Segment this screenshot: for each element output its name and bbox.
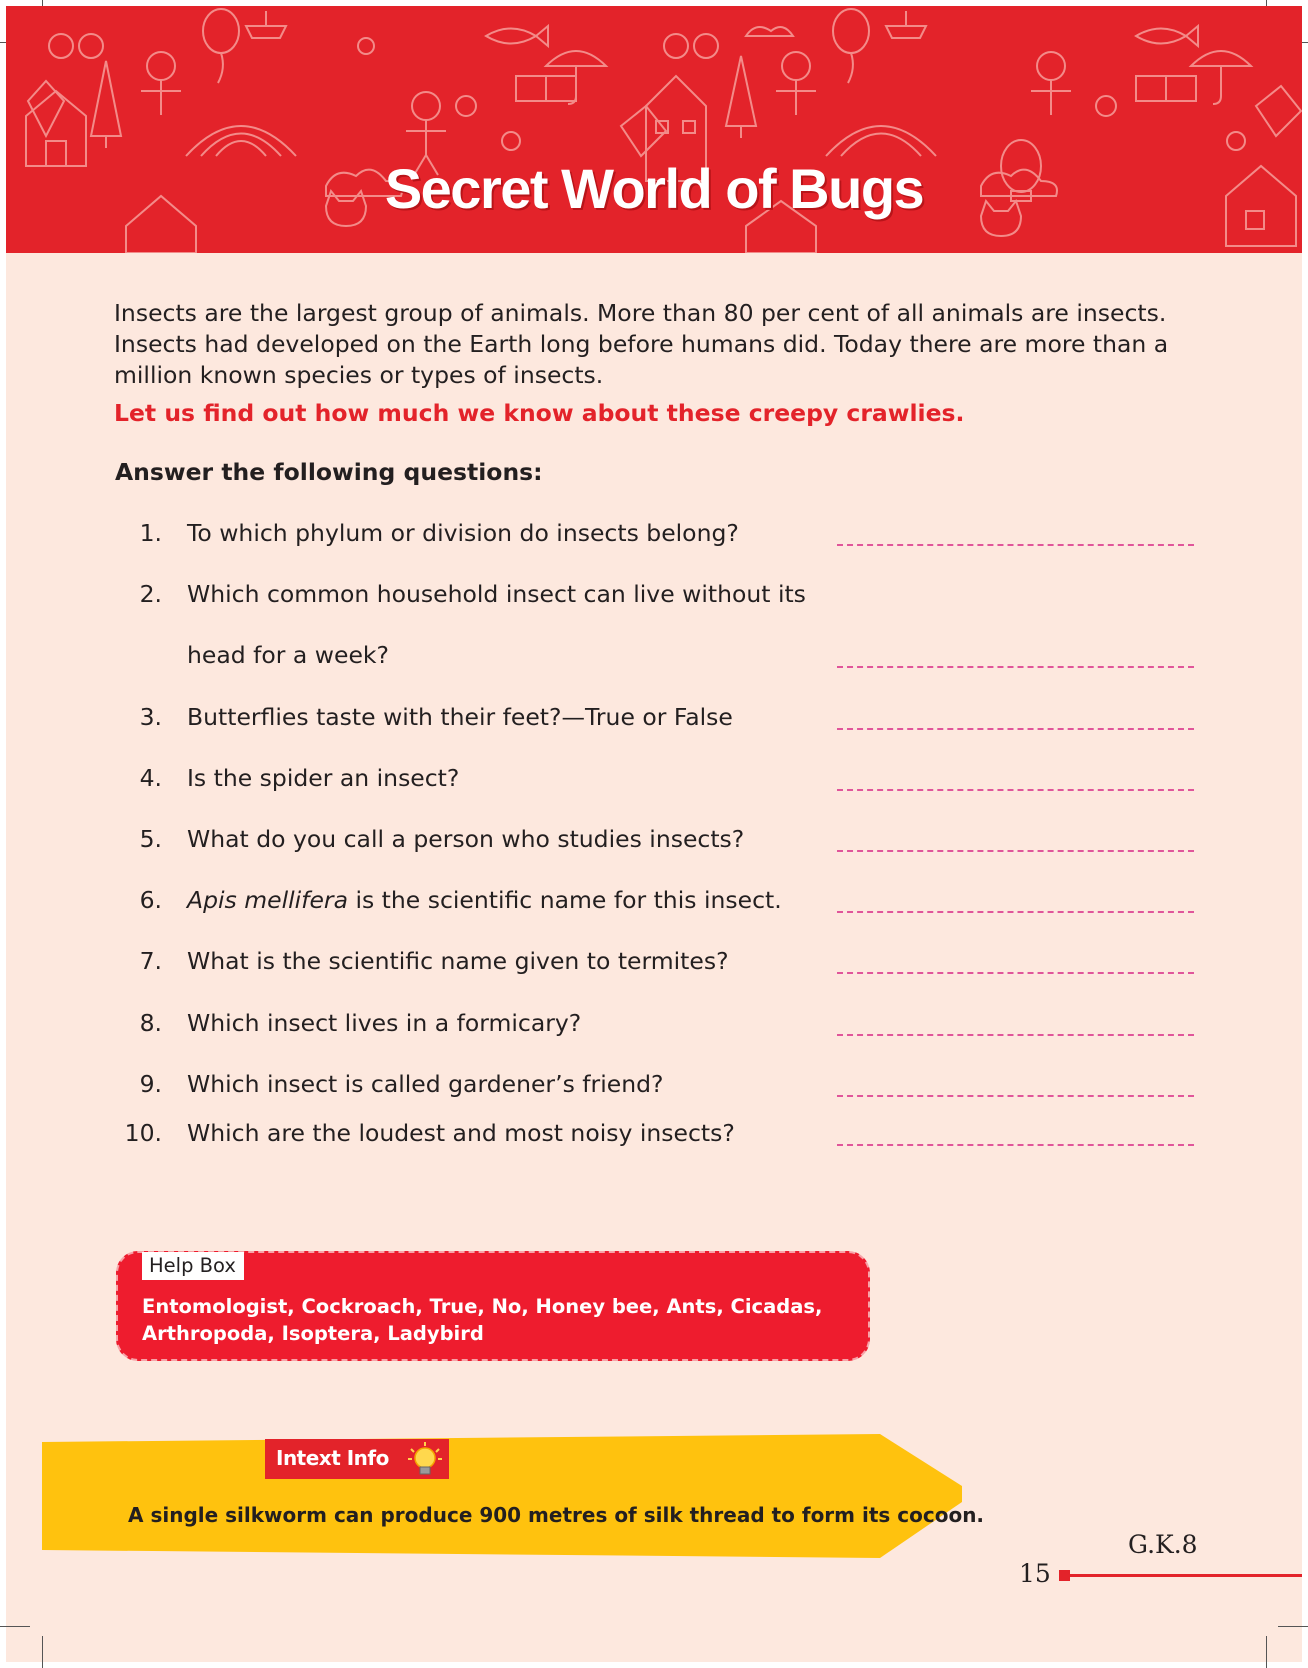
answer-line[interactable] [837, 1095, 1194, 1097]
intext-info-fact: A single silkworm can produce 900 metres of silk thread to form its cocoon. [128, 1503, 985, 1527]
question-number: 2. [139, 580, 162, 608]
questions-heading: Answer the following questions: [115, 458, 543, 486]
question-text: Which insect is called gardener’s friend? [187, 1070, 664, 1098]
scientific-name: Apis mellifera [187, 886, 348, 914]
answer-line[interactable] [837, 972, 1194, 974]
question-number: 6. [139, 886, 162, 914]
page-number: 15 [1019, 1559, 1051, 1588]
help-box-label: Help Box [142, 1252, 244, 1280]
crop-mark [0, 1626, 30, 1627]
question-text: Which insect lives in a formicary? [187, 1009, 582, 1037]
question-text: What is the scientific name given to termites? [187, 947, 729, 975]
question-text [187, 886, 807, 914]
question-text-rest: is the scientific name for this insect. [347, 886, 782, 914]
answer-line[interactable] [837, 789, 1194, 791]
question-number: 10. [124, 1119, 162, 1147]
question-text: Which are the loudest and most noisy insects? [187, 1119, 735, 1147]
answer-line[interactable] [837, 911, 1194, 913]
question-text: What do you call a person who studies insects? [187, 825, 745, 853]
crop-mark [1266, 1636, 1267, 1668]
question-number: 5. [139, 825, 162, 853]
footer-rule [1068, 1574, 1302, 1577]
answer-line[interactable] [837, 728, 1194, 730]
intext-info-tag [265, 1439, 449, 1479]
answer-line[interactable] [837, 850, 1194, 852]
help-box [116, 1251, 870, 1361]
question-text: To which phylum or division do insects belong? [187, 519, 739, 547]
answer-line[interactable] [837, 544, 1194, 546]
question-number: 3. [139, 703, 162, 731]
intro-paragraph: Insects are the largest group of animals. More than 80 per cent of all animals are insects. Insects had developed on the Earth long before humans did. Today there are more than a million known species or types of insects. [114, 299, 1169, 389]
crop-mark [42, 1636, 43, 1668]
question-number: 4. [139, 764, 162, 792]
answer-line[interactable] [837, 666, 1194, 668]
page-title: Secret World of Bugs [384, 157, 924, 220]
crop-mark [1278, 1626, 1308, 1627]
intext-info-label: Intext Info [276, 1446, 389, 1470]
question-number: 8. [139, 1009, 162, 1037]
question-text: Butterflies taste with their feet?—True or False [187, 703, 733, 731]
question-number: 9. [139, 1070, 162, 1098]
lead-sentence: Let us find out how much we know about these creepy crawlies. [114, 399, 965, 427]
title-banner [6, 6, 1302, 253]
question-number: 1. [139, 519, 162, 547]
lightbulb-icon [407, 1441, 443, 1477]
question-number: 7. [139, 947, 162, 975]
question-text-continued: head for a week? [187, 641, 390, 669]
intext-info-arrow [42, 1434, 962, 1562]
answer-line[interactable] [837, 1144, 1194, 1146]
book-label: G.K.8 [1128, 1530, 1198, 1559]
answer-line[interactable] [837, 1034, 1194, 1036]
question-text: Which common household insect can live without its [187, 580, 806, 608]
question-text: Is the spider an insect? [187, 764, 460, 792]
help-box-words: Entomologist, Cockroach, True, No, Honey bee, Ants, Cicadas, Arthropoda, Isoptera, Ladybird [142, 1295, 823, 1345]
